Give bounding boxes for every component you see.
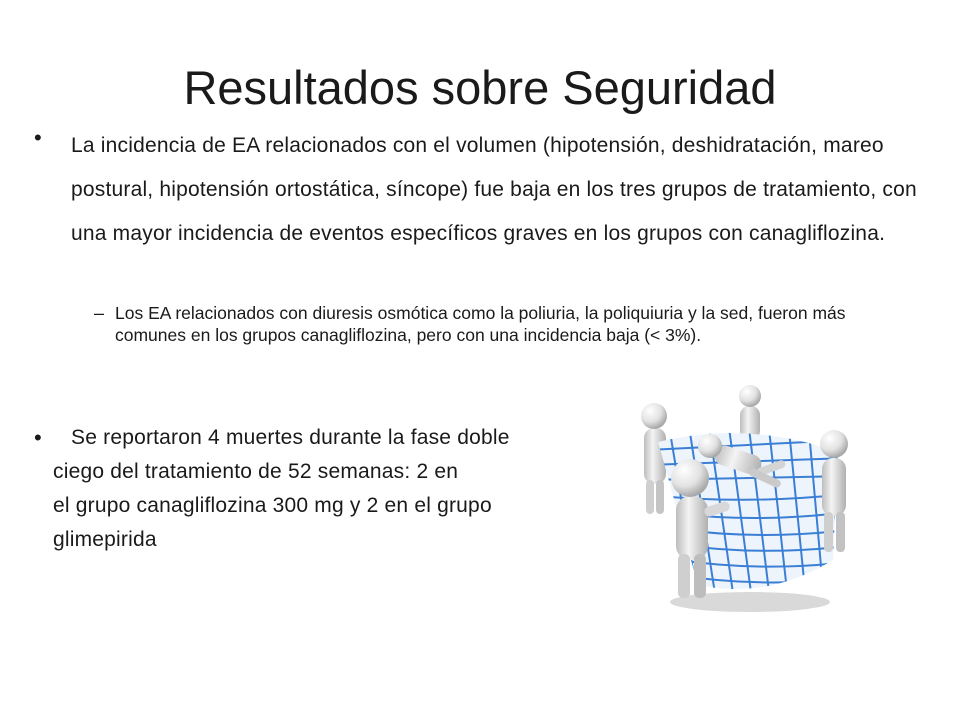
text-line: el grupo canagliflozina 300 mg y 2 en el grupo — [53, 494, 492, 517]
people-holding-net-icon — [628, 380, 868, 620]
sub-bullet-marker: – — [94, 303, 105, 323]
slide-title: Resultados sobre Seguridad — [183, 61, 777, 114]
text-line: Se reportaron 4 muertes durante la fase doble — [71, 426, 510, 449]
bullet-text: La incidencia de EA relacionados con el volumen (hipotensión, deshidratación, mareo postural, hipotensión ortostática, síncope) fue baja en los tres grupos de tratamiento, con una mayor incidencia de eventos específicos graves en los grupos con canagliflozina. — [71, 134, 917, 245]
text-line: ciego del tratamiento de 52 semanas: 2 en — [53, 460, 459, 483]
sub-bullet-text: Los EA relacionados con diuresis osmótica como la poliuria, la poliquiuria y la sed, fueron más comunes en los grupos canagliflozina, pero con una incidencia baja (< 3%). — [115, 303, 846, 345]
shadow — [670, 592, 830, 612]
figure-back — [739, 385, 761, 440]
bullet-marker: • — [34, 125, 42, 150]
text-line: glimepirida — [53, 528, 157, 551]
bullet-marker: • — [34, 425, 42, 450]
bullet-text-deaths — [53, 421, 633, 557]
